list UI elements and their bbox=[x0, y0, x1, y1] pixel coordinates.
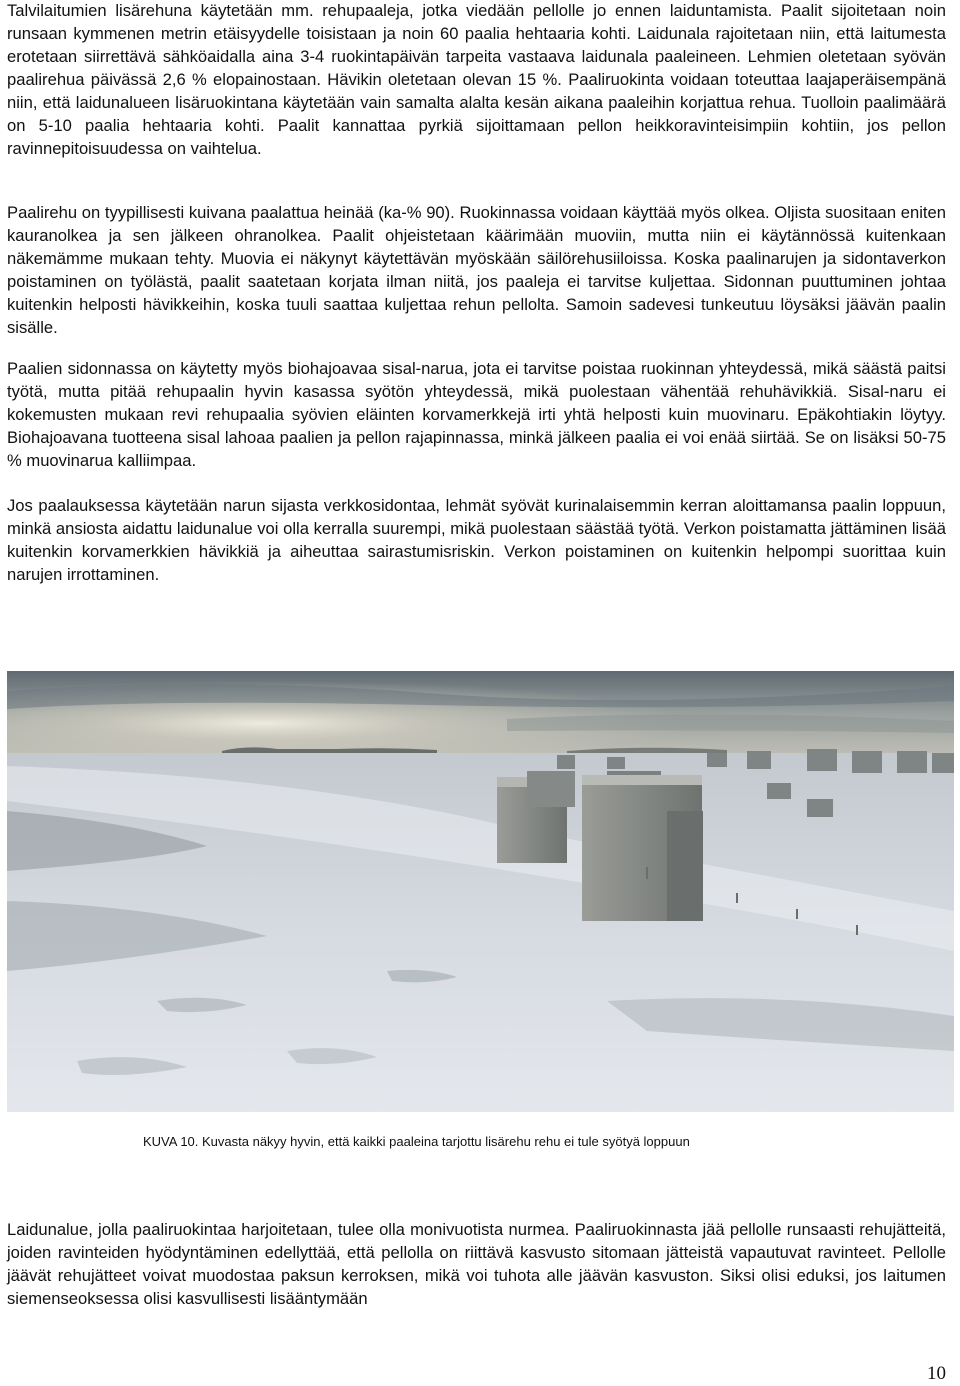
near-bale bbox=[527, 771, 575, 807]
figure-caption: KUVA 10. Kuvasta näkyy hyvin, että kaikki paaleina tarjottu lisärehu rehu ei tule syötyä loppuun bbox=[143, 1134, 690, 1149]
near-bale bbox=[667, 811, 703, 921]
paragraph-sisal-twine: Paalien sidonnassa on käytetty myös biohajoavaa sisal-narua, jota ei tarvitse poistaa ruokinnan yhteydessä, mikä säästä paitsi työtä, mutta pitää rehupaalin hyvin kasassa syötön yhteydessä, mikä puolestaan vähentää rehuhävikkiä. Sisal-naru ei kokemusten mukaan revi rehupaalia syövien eläinten korvamerkkejä irti yhtä helposti kuin muovinaru. Epäkohtiakin löytyy. Biohajoavana tuotteena sisal lahoaa paalien ja pellon rajapinnassa, minkä jälkeen paalia ei voi enää siirtää. Se on lisäksi 50-75 % muovinarua kalliimpaa. bbox=[7, 359, 946, 470]
paragraph-net-wrap: Jos paalauksessa käytetään narun sijasta verkkosidontaa, lehmät syövät kurinalaisemmin kerran aloittamansa paalin loppuun, minkä ansiosta aidattu laidunalue voi olla kerralla suurempi, mikä puolestaan säästää työtä. Verkon poistamatta jättäminen lisää kuitenkin korvamerkkien hävikkiä ja aiheuttaa sairastumisriskin. Verkon poistaminen on kuitenkin helpompi suorittaa kuin narujen irrottaminen. bbox=[7, 496, 946, 584]
page-number: 10 bbox=[927, 1363, 946, 1384]
paragraph-bale-feeding-intro: Talvilaitumien lisärehuna käytetään mm. rehupaaleja, jotka viedään pellolle jo ennen laiduntamista. Paalit sijoitetaan noin runsaan kymmenen metrin etäisyydelle toisistaan ja noin 60 paalia hehtaaria kohti. Laidunala rajoitetaan niin, että laitumesta erotetaan siirrettävä sähköaidalla aina 3-4 ruokintapäivän tarpeita vastaava laidunala paaleineen. Lehmien oletetaan syövän paalirehua päivässä 2,6 % elopainostaan. Hävikin oletetaan olevan 15 %. Paaliruokinta voidaan toteuttaa laajaperäisempänä niin, että laidunalueen lisäruokintana käytetään vain samalta alalta kesän aikana paaleihin korjattua rehua. Tuolloin paalimäärä on 5-10 paalia hehtaaria kohti. Paalit kannattaa pyrkiä sijoittamaan pellon heikkoravinteisimpiin kohtiin, jos pellon ravinnepitoisuudessa on vaihtelua. bbox=[7, 1, 946, 158]
paragraph-bale-forage-type: Paalirehu on tyypillisesti kuivana paalattua heinää (ka-% 90). Ruokinnassa voidaan käyttää myös olkea. Oljista suositaan eniten kauranolkea ja sen jälkeen ohranolkea. Paalit ohjeistetaan käärimään muoviin, mutta niin ei käytännössä kuitenkaan näkemämme mukaan tehty. Muovia ei näkynyt käytettävän myöskään säilörehusiiloissa. Koska paalinarujen ja sidontaverkon poistaminen on työlästä, paalit saatetaan korjata ilman niitä, jos paaleja ei tarvitse kuljettaa. Sidonnan puuttuminen johtaa kuitenkin helposti hävikkeihin, koska tuuli saattaa kuljettaa rehun pellolta. Samoin sadevesi tunkeutuu löysäksi jäävän paalin sisälle. bbox=[7, 203, 946, 337]
paragraph-pasture-requirements: Laidunalue, jolla paaliruokintaa harjoitetaan, tulee olla monivuotista nurmea. Paaliruokinnasta jää pellolle runsaasti rehujätteitä, joiden ravinteiden hyödyntäminen edellyttää, että pellolla on riittävä kasvusto sitomaan jätteistä vapautuvat ravinteet. Pellolle jäävät rehujätteet voivat muodostaa paksun kerroksen, mikä voi tuhota alle jäävän kasvuston. Siksi olisi eduksi, jos laitumen siemenseoksessa olisi kasvullisesti lisääntymään bbox=[7, 1220, 946, 1308]
winter-bale-field-photo bbox=[7, 671, 954, 1112]
